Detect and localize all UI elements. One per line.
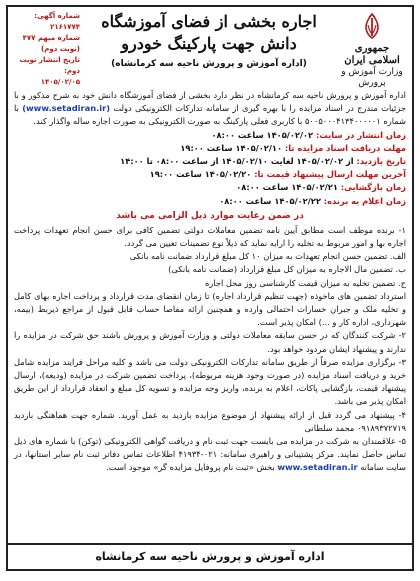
emblem-caption-1: جمهوری اسلامی ایران bbox=[344, 43, 400, 66]
item5-text: ۵- علاقمندان به شرکت در مزایده می بایست جهت ثبت نام و دریافت گواهی الکترونیکی (توکن) با شماره های ذیل تماس حاصل نمایند. مرکز پشتیبانی و راهبری سامانه: ۰۲۱-۴۱۹۳۴ اطلاعات تماس دفاتر ثبت نام سایر استانها، در سایت سامانه bbox=[14, 436, 406, 473]
item5-text-rest: بخش «ثبت نام پروفایل مزایده گر» موجود است. bbox=[106, 462, 275, 473]
date-label: مهلت دریافت اسناد مزایده تا: bbox=[284, 142, 406, 153]
date-row-deadline bbox=[14, 168, 406, 181]
page-title-line1: اجاره بخشی از فضای آموزشگاه bbox=[101, 12, 317, 31]
notice-ref: شماره مبهم ۴۷۷ bbox=[22, 34, 80, 42]
date-row-visit bbox=[14, 155, 406, 168]
ad-notice bbox=[6, 5, 414, 571]
condition-item-3: ۳- برگزاری مزایده صرفاً از طریق سامانه تدارکات الکترونیکی دولت می باشد و کلیه مراحل فرایند مزایده شامل خرید و دریافت اسناد مزایده (در صورت وجود هزینه مربوطه)، پرداخت تضمین شرکت در مزایده (ودیعه)، ارسال پیشنهاد قیمت، بازگشایی پاکات، اعلام به برنده، واریز وجه مزایده و تسویه کل مبلغ و انعقاد قرارداد از این طریق امکان پذیر می باشد. bbox=[14, 356, 406, 407]
notice-round: (نوبت دوم) bbox=[41, 45, 80, 53]
date-value: ۱۴۰۵/۰۲/۰۲ ساعت ۰۸:۰۰ bbox=[211, 129, 314, 140]
date-label: زمان انتشار در سایت: bbox=[316, 129, 406, 140]
website-link[interactable]: (www.setadiran.ir) bbox=[22, 103, 110, 114]
notice-number: شماره آگهی: ۲۱۶۱۷۷۴ bbox=[34, 12, 80, 31]
date-value: ۱۴۰۵/۰۲/۱۰ ساعت ۱۹:۰۰ bbox=[180, 142, 283, 153]
condition-item-1-note: استرداد تضمین های ماخوذه (جهت تنظیم قرارداد اجاره) تا زمان انقضای مدت قرارداد و پرداخت اجاره بهای کامل و تخلیه ملک و جبران خسارات احتمالی وارده و همچنین ارائه مفاصا حساب قابل قبول از مراجع ذیربط (بیمه، شهرداری، اداره کار و ...) امکان پذیر است. bbox=[14, 290, 406, 328]
page-subtitle: (اداره آموزش و پرورش ناحیه سه کرمانشاه) bbox=[111, 59, 307, 69]
date-row-documents bbox=[14, 142, 406, 155]
notice-meta bbox=[14, 11, 80, 88]
condition-item-1a: الف. تضمین حسن انجام تعهدات به میزان ۱۰ کل مبلغ قرارداد ضمانت نامه بانکی bbox=[129, 251, 406, 262]
date-row-publish bbox=[14, 129, 406, 142]
condition-item-5 bbox=[14, 435, 406, 475]
notice-header bbox=[14, 11, 406, 89]
condition-item-4: ۴- پیشنهاد می گردد قبل از ارائه پیشنهاد از موضوع مزایده بازدید به عمل آورید. شماره جهت هماهنگی بازدید ۰۹۱۸۹۳۷۲۷۱۹ محمد سلطانی bbox=[14, 409, 406, 433]
date-row-opening bbox=[14, 181, 406, 194]
title-block bbox=[86, 11, 332, 71]
date-label: زمان بازگشایی: bbox=[340, 182, 406, 193]
date-row-winner bbox=[14, 195, 406, 208]
intro-paragraph bbox=[14, 89, 406, 129]
conditions-heading: در ضمن رعایت موارد ذیل الزامی می باشد bbox=[116, 210, 304, 221]
date-label: تاریخ بازدید: bbox=[356, 156, 406, 167]
condition-item-1c: ج. تضمین تخلیه به میزان قیمت کارشناسی روز محل اجاره bbox=[204, 277, 406, 288]
condition-item-1b: ب. تضمین مال الاجاره به میزان کل مبلغ قرارداد (ضمانت نامه بانکی) bbox=[168, 264, 406, 275]
condition-item-2: ۲- شرکت کنندگان که در حسن سابقه معاملات دولتی و وزارت آموزش و پرورش باشند حق شرکت در مزایده را ندارند و پیشنهاد ایشان مردود خواهد بود. bbox=[14, 330, 406, 354]
emblem-caption-2: وزارت آموزش و پرورش bbox=[341, 67, 403, 88]
website-link[interactable]: www.setadiran.ir bbox=[277, 462, 358, 473]
intro-text: اداره آموزش و پرورش ناحیه سه کرمانشاه در نظر دارد بخشی از فضای آموزشگاه دانش خود به شرح مذکور و با جزئیات مندرج در اسناد مزایده را با بهره گیری از سامانه تدارکات الکترونیکی دولت bbox=[14, 90, 406, 114]
date-value: ۱۴۰۵/۰۲/۲۲ ساعت ۰۸:۰۰ bbox=[219, 195, 321, 206]
date-value: از ۱۴۰۵/۰۲/۰۲ لغایت ۱۴۰۵/۰۲/۱۰ از ساعت ۰۸:۰۰ تا ۱۴:۰۰ bbox=[120, 156, 354, 167]
date-label: زمان اعلام به برنده: bbox=[323, 195, 406, 206]
date-value: ۱۴۰۵/۰۲/۲۰ ساعت ۱۹:۰۰ bbox=[149, 169, 252, 180]
iran-emblem-icon bbox=[357, 11, 387, 41]
intro-text-rest: با شماره ۵۰۰۵۰۰۰۴۱۳۴۰۰۰۰۰۱ با کاربری فعلی پارکینگ به صورت الکترونیکی به صورت اجاره ساله واگذار کند. bbox=[14, 103, 406, 127]
notice-date-label: تاریخ انتشار نوبت دوم: bbox=[19, 56, 80, 75]
date-value: ۱۴۰۵/۰۲/۲۱ ساعت ۰۸:۰۰ bbox=[236, 182, 338, 193]
ministry-emblem bbox=[338, 11, 406, 89]
date-label: آخرین مهلت ارسال پیشنهاد قیمت تا: bbox=[254, 169, 406, 180]
page-title-line2: دانش جهت پارکینگ خودرو bbox=[121, 34, 297, 53]
footer-issuer: اداره آموزش و پرورش ناحیه سه کرمانشاه bbox=[8, 543, 412, 569]
condition-item-1: ۱- برنده موظف است مطابق آیین نامه تضمین معاملات دولتی تضمین کافی برای حسن انجام تعهدات پرداخت اجاره بها و امور مربوط به تخلیه را ارایه نماید که ذیلاً نوع تضمینات تعیین می گردد. bbox=[14, 224, 406, 249]
notice-date: ۱۴۰۵/۰۲/۰۵ bbox=[40, 78, 80, 86]
